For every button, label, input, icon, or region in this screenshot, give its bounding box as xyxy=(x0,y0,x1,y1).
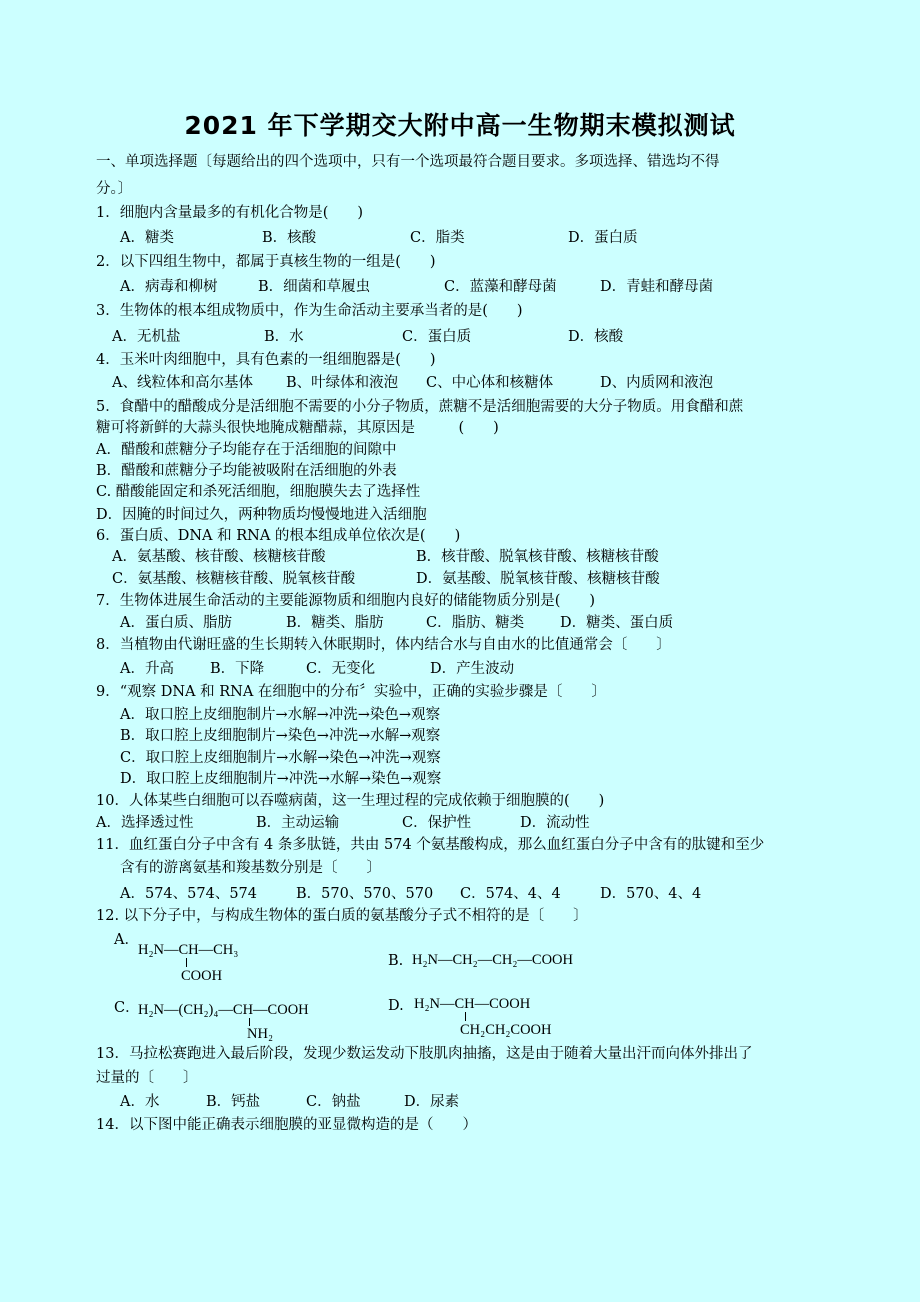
option-b: B．糖类、脂肪 xyxy=(286,615,384,631)
question-11-stem-line2: 含有的游离氨基和羧基数分别是〔 〕 xyxy=(120,860,381,876)
section-instructions-line1: 一、单项选择题〔每题给出的四个选项中，只有一个选项最符合题目要求。多项选择、错选均不得 xyxy=(96,154,720,170)
option-c: C、中心体和核糖体 xyxy=(426,375,554,391)
option-b: B．570、570、570 xyxy=(296,886,434,902)
option-c: C．脂类 xyxy=(410,230,465,246)
question-5-option-d: D．因腌的时间过久，两种物质均慢慢地进入活细胞 xyxy=(96,507,427,523)
question-3-stem: 3．生物体的根本组成物质中，作为生命活动主要承当者的是( ) xyxy=(96,303,523,319)
question-5-stem-line1: 5．食醋中的醋酸成分是活细胞不需要的小分子物质，蔗糖不是活细胞需要的大分子物质。用食醋和蔗 xyxy=(96,399,744,415)
molecule-a-sub: COOH xyxy=(181,968,223,984)
option-b: B．核苷酸、脱氧核苷酸、核糖核苷酸 xyxy=(416,549,659,565)
option-a: A．糖类 xyxy=(120,230,174,246)
molecule-c-sub: NH₂ xyxy=(247,1026,273,1042)
option-d: D．糖类、蛋白质 xyxy=(560,615,674,631)
option-b: B．细菌和草履虫 xyxy=(258,279,371,295)
question-9-option-b: B．取口腔上皮细胞制片→染色→冲洗→水解→观察 xyxy=(120,728,441,744)
question-9-option-a: A．取口腔上皮细胞制片→水解→冲洗→染色→观察 xyxy=(120,707,441,723)
option-d: D．尿素 xyxy=(404,1094,460,1110)
option-a: A．无机盐 xyxy=(112,329,181,345)
option-b: B．主动运输 xyxy=(256,815,340,831)
option-d: D．氨基酸、脱氧核苷酸、核糖核苷酸 xyxy=(416,571,660,587)
option-d: D．流动性 xyxy=(520,815,590,831)
molecule-c-main: H₂N—(CH₂)₄—CH—COOH xyxy=(138,1002,309,1018)
option-d: D、内质网和液泡 xyxy=(600,375,714,391)
question-9-stem: 9．“观察 DNA 和 RNA 在细胞中的分布〞实验中，正确的实验步骤是〔 〕 xyxy=(96,684,606,700)
page-title: 2021 年下学期交大附中高一生物期末模拟测试 xyxy=(184,111,736,140)
option-d: D．核酸 xyxy=(568,329,624,345)
molecule-b-main: H₂N—CH₂—CH₂—COOH xyxy=(412,952,573,968)
option-a: A．升高 xyxy=(120,661,174,677)
option-d: D．产生波动 xyxy=(430,661,515,677)
option-d: D．570、4、4 xyxy=(600,886,702,902)
option-b: B．水 xyxy=(264,329,304,345)
molecule-a-main: H₂N—CH—CH₃ xyxy=(138,942,239,958)
option-a: A．蛋白质、脂肪 xyxy=(120,615,232,631)
question-12-label-d: D. xyxy=(388,998,404,1014)
question-11-stem-line1: 11．血红蛋白分子中含有 4 条多肽链，共由 574 个氨基酸构成，那么血红蛋白分子中含有的肽键和至少 xyxy=(96,837,765,853)
option-c: C．蓝藻和酵母菌 xyxy=(444,279,557,295)
question-9-option-d: D．取口腔上皮细胞制片→冲洗→水解→染色→观察 xyxy=(120,771,442,787)
question-12-stem: 12. 以下分子中，与构成生物体的蛋白质的氨基酸分子式不相符的是〔 〕 xyxy=(96,908,588,924)
option-b: B．下降 xyxy=(210,661,265,677)
option-c: C．蛋白质 xyxy=(402,329,472,345)
section-instructions-line2: 分。〕 xyxy=(96,181,133,197)
question-14-stem: 14．以下图中能正确表示细胞膜的亚显微构造的是（ ） xyxy=(96,1117,477,1133)
option-a: A、线粒体和高尔基体 xyxy=(112,375,253,391)
question-12-label-b: B. xyxy=(388,953,404,969)
question-2-stem: 2．以下四组生物中，都属于真核生物的一组是( ) xyxy=(96,254,436,270)
molecule-a-bond xyxy=(186,958,187,967)
option-c: C．钠盐 xyxy=(306,1094,361,1110)
option-b: B．钙盐 xyxy=(206,1094,261,1110)
question-5-stem-line2: 糖可将新鲜的大蒜头很快地腌成糖醋蒜，其原因是 ( ) xyxy=(96,420,499,436)
molecule-d-main: H₂N—CH—COOH xyxy=(414,996,531,1012)
option-c: C．保护性 xyxy=(402,815,472,831)
option-c: C．574、4、4 xyxy=(460,886,561,902)
option-c: C．氨基酸、核糖核苷酸、脱氧核苷酸 xyxy=(112,571,356,587)
option-c: C．脂肪、糖类 xyxy=(426,615,525,631)
question-13-stem-line1: 13．马拉松赛跑进入最后阶段，发现少数运发动下肢肌肉抽搐，这是由于随着大量出汗而向体外排出了 xyxy=(96,1046,753,1062)
option-b: B、叶绿体和液泡 xyxy=(286,375,399,391)
question-5-option-b: B．醋酸和蔗糖分子均能被吸附在活细胞的外表 xyxy=(96,463,397,479)
option-a: A．574、574、574 xyxy=(120,886,257,902)
question-8-stem: 8．当植物由代谢旺盛的生长期转入休眠期时，体内结合水与自由水的比值通常会〔 〕 xyxy=(96,637,671,653)
question-5-option-a: A．醋酸和蔗糖分子均能存在于活细胞的间隙中 xyxy=(96,442,397,458)
question-12-label-a: A． xyxy=(114,932,139,948)
question-13-stem-line2: 过量的〔 〕 xyxy=(96,1070,198,1086)
option-a: A．氨基酸、核苷酸、核糖核苷酸 xyxy=(112,549,326,565)
molecule-d-sub: CH₂CH₂COOH xyxy=(460,1022,552,1038)
question-1-stem: 1．细胞内含量最多的有机化合物是( ) xyxy=(96,205,364,221)
question-9-option-c: C．取口腔上皮细胞制片→水解→染色→冲洗→观察 xyxy=(120,750,441,766)
option-a: A．水 xyxy=(120,1094,160,1110)
option-a: A．选择透过性 xyxy=(96,815,194,831)
question-4-stem: 4．玉米叶肉细胞中，具有色素的一组细胞器是( ) xyxy=(96,352,436,368)
option-c: C．无变化 xyxy=(306,661,376,677)
question-12-label-c: C． xyxy=(114,1000,140,1016)
question-5-option-c: C. 醋酸能固定和杀死活细胞，细胞膜失去了选择性 xyxy=(96,484,421,500)
question-10-stem: 10．人体某些白细胞可以吞噬病菌，这一生理过程的完成依赖于细胞膜的( ) xyxy=(96,793,605,809)
option-a: A．病毒和柳树 xyxy=(120,279,218,295)
molecule-d-bond xyxy=(465,1012,466,1021)
option-d: D．青蛙和酵母菌 xyxy=(600,279,714,295)
question-7-stem: 7．生物体进展生命活动的主要能源物质和细胞内良好的储能物质分别是( ) xyxy=(96,593,596,609)
question-6-stem: 6．蛋白质、DNA 和 RNA 的根本组成单位依次是( ) xyxy=(96,528,461,544)
option-d: D．蛋白质 xyxy=(568,230,638,246)
option-b: B．核酸 xyxy=(262,230,317,246)
